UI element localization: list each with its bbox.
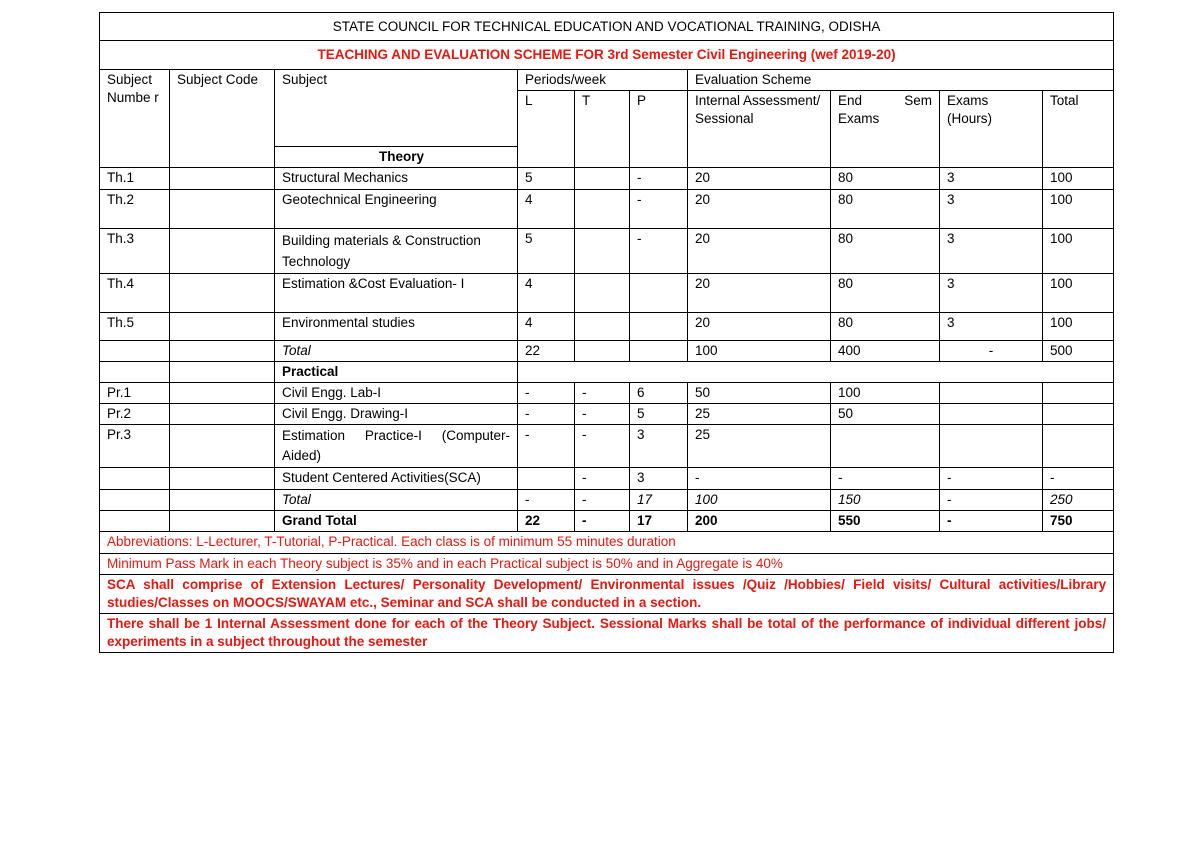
theory-total-marks: 500 xyxy=(1043,341,1114,362)
subject-code xyxy=(170,468,275,490)
subject-code xyxy=(170,425,275,468)
end-sem-exam: 80 xyxy=(831,229,940,274)
internal-assessment: 20 xyxy=(688,229,831,274)
col-l: L xyxy=(518,91,575,168)
subject-name: Estimation Practice-I (Computer-Aided) xyxy=(275,425,518,468)
internal-assessment: 25 xyxy=(688,404,831,425)
exam-hours xyxy=(940,425,1043,468)
lecture-periods: - xyxy=(518,425,575,468)
col-periods-week: Periods/week xyxy=(518,70,688,91)
internal-assessment: - xyxy=(688,468,831,490)
practical-total-marks: 250 xyxy=(1043,490,1114,511)
theory-heading: Theory xyxy=(275,147,518,168)
practical-total-l: - xyxy=(518,490,575,511)
subject-code xyxy=(170,404,275,425)
internal-assessment: 20 xyxy=(688,168,831,190)
subject-code xyxy=(170,229,275,274)
subject-name: Civil Engg. Drawing-I xyxy=(275,404,518,425)
practical-periods: - xyxy=(630,168,688,190)
scheme-title: TEACHING AND EVALUATION SCHEME FOR 3rd Semester Civil Engineering (wef 2019-20) xyxy=(100,41,1114,70)
institution-title: STATE COUNCIL FOR TECHNICAL EDUCATION AND VOCATIONAL TRAINING, ODISHA xyxy=(100,13,1114,41)
abbreviations-note: Abbreviations: L-Lecturer, T-Tutorial, P-Practical. Each class is of minimum 55 minutes duration xyxy=(100,532,1114,554)
practical-periods xyxy=(630,274,688,313)
grand-total-l: 22 xyxy=(518,511,575,532)
col-t: T xyxy=(575,91,630,168)
internal-assessment: 20 xyxy=(688,274,831,313)
practical-total-hours: - xyxy=(940,490,1043,511)
end-sem-exam: 80 xyxy=(831,313,940,341)
internal-assessment: 20 xyxy=(688,190,831,229)
internal-assessment: 50 xyxy=(688,383,831,404)
end-sem-exam: 50 xyxy=(831,404,940,425)
exam-hours: 3 xyxy=(940,313,1043,341)
col-subject-number: Subject Numbe r xyxy=(100,70,170,168)
subject-name: Geotechnical Engineering xyxy=(275,190,518,229)
table-row xyxy=(100,168,1114,190)
practical-periods: 3 xyxy=(630,425,688,468)
subject-code xyxy=(170,383,275,404)
subject-number: Th.1 xyxy=(100,168,170,190)
practical-periods: - xyxy=(630,229,688,274)
subject-number: Pr.1 xyxy=(100,383,170,404)
tutorial-periods: - xyxy=(575,425,630,468)
row-total: 100 xyxy=(1043,229,1114,274)
row-total xyxy=(1043,383,1114,404)
row-total xyxy=(1043,425,1114,468)
subject-code xyxy=(170,168,275,190)
exam-hours xyxy=(940,383,1043,404)
end-sem-exam: 100 xyxy=(831,383,940,404)
tutorial-periods xyxy=(575,190,630,229)
theory-total-label: Total xyxy=(275,341,518,362)
exam-hours: 3 xyxy=(940,190,1043,229)
grand-total-row xyxy=(100,511,1114,532)
end-sem-exam: 80 xyxy=(831,274,940,313)
col-evaluation-scheme: Evaluation Scheme xyxy=(688,70,1114,91)
end-sem-exam xyxy=(831,425,940,468)
table-row xyxy=(100,468,1114,490)
subject-name: Structural Mechanics xyxy=(275,168,518,190)
end-sem-exam: - xyxy=(831,468,940,490)
practical-heading: Practical xyxy=(275,362,518,383)
lecture-periods: 4 xyxy=(518,190,575,229)
sca-note: SCA shall comprise of Extension Lectures/ Personality Development/ Environmental issues /Quiz /Hobbies/ Field visits/ Cultural activities/Library studies/Classes on MOOCS/SWAYAM etc., Seminar and SCA shall be conducted in a section. xyxy=(100,575,1114,614)
tutorial-periods: - xyxy=(575,468,630,490)
col-subject: Subject xyxy=(275,70,518,147)
table-row xyxy=(100,404,1114,425)
tutorial-periods xyxy=(575,229,630,274)
exam-hours: 3 xyxy=(940,229,1043,274)
note-row xyxy=(100,575,1114,614)
row-total: 100 xyxy=(1043,274,1114,313)
tutorial-periods xyxy=(575,274,630,313)
scheme-title-row xyxy=(100,41,1114,70)
subject-name: Student Centered Activities(SCA) xyxy=(275,468,518,490)
exam-hours: - xyxy=(940,468,1043,490)
lecture-periods: 5 xyxy=(518,229,575,274)
grand-total-p: 17 xyxy=(630,511,688,532)
row-total xyxy=(1043,404,1114,425)
pass-mark-note: Minimum Pass Mark in each Theory subject is 35% and in each Practical subject is 50% and in Aggregate is 40% xyxy=(100,554,1114,575)
subject-number: Pr.2 xyxy=(100,404,170,425)
internal-assessment: 20 xyxy=(688,313,831,341)
tutorial-periods xyxy=(575,168,630,190)
subject-number xyxy=(100,468,170,490)
table-row xyxy=(100,425,1114,468)
tutorial-periods: - xyxy=(575,404,630,425)
lecture-periods: 5 xyxy=(518,168,575,190)
col-p: P xyxy=(630,91,688,168)
note-row xyxy=(100,532,1114,554)
col-end-sem-exams: End Sem Exams xyxy=(831,91,940,168)
grand-total-ia: 200 xyxy=(688,511,831,532)
grand-total-label: Grand Total xyxy=(275,511,518,532)
grand-total-marks: 750 xyxy=(1043,511,1114,532)
grand-total-hours: - xyxy=(940,511,1043,532)
grand-total-end: 550 xyxy=(831,511,940,532)
lecture-periods: 4 xyxy=(518,313,575,341)
theory-total-ia: 100 xyxy=(688,341,831,362)
note-row xyxy=(100,554,1114,575)
row-total: 100 xyxy=(1043,168,1114,190)
practical-periods: 6 xyxy=(630,383,688,404)
theory-total-row xyxy=(100,341,1114,362)
lecture-periods: - xyxy=(518,404,575,425)
practical-total-ia: 100 xyxy=(688,490,831,511)
lecture-periods: - xyxy=(518,383,575,404)
tutorial-periods xyxy=(575,313,630,341)
exam-hours: 3 xyxy=(940,274,1043,313)
subject-name: Civil Engg. Lab-I xyxy=(275,383,518,404)
table-row xyxy=(100,383,1114,404)
subject-code xyxy=(170,190,275,229)
practical-total-p: 17 xyxy=(630,490,688,511)
subject-number: Th.3 xyxy=(100,229,170,274)
col-subject-code: Subject Code xyxy=(170,70,275,168)
end-sem-exam: 80 xyxy=(831,190,940,229)
practical-periods: 3 xyxy=(630,468,688,490)
row-total: 100 xyxy=(1043,190,1114,229)
institution-row xyxy=(100,13,1114,41)
col-exam-hours: Exams (Hours) xyxy=(940,91,1043,168)
subject-number: Pr.3 xyxy=(100,425,170,468)
practical-periods: 5 xyxy=(630,404,688,425)
exam-hours xyxy=(940,404,1043,425)
theory-total-hours: - xyxy=(940,341,1043,362)
end-sem-exam: 80 xyxy=(831,168,940,190)
theory-total-l: 22 xyxy=(518,341,575,362)
subject-number: Th.2 xyxy=(100,190,170,229)
tutorial-periods: - xyxy=(575,383,630,404)
lecture-periods: 4 xyxy=(518,274,575,313)
table-row xyxy=(100,274,1114,313)
note-row xyxy=(100,614,1114,653)
subject-number: Th.5 xyxy=(100,313,170,341)
exam-hours: 3 xyxy=(940,168,1043,190)
practical-heading-row xyxy=(100,362,1114,383)
practical-total-end: 150 xyxy=(831,490,940,511)
lecture-periods xyxy=(518,468,575,490)
practical-total-t: - xyxy=(575,490,630,511)
internal-assessment-note: There shall be 1 Internal Assessment done for each of the Theory Subject. Sessional Marks shall be total of the performance of individual different jobs/ experiments in a subject throughout the semester xyxy=(100,614,1114,653)
table-row xyxy=(100,313,1114,341)
subject-name: Environmental studies xyxy=(275,313,518,341)
subject-code xyxy=(170,313,275,341)
row-total: 100 xyxy=(1043,313,1114,341)
col-total: Total xyxy=(1043,91,1114,168)
subject-name: Building materials & Construction Technology xyxy=(275,229,518,274)
table-row xyxy=(100,190,1114,229)
grand-total-t: - xyxy=(575,511,630,532)
subject-number: Th.4 xyxy=(100,274,170,313)
subject-code xyxy=(170,274,275,313)
col-internal-assessment: Internal Assessment/ Sessional xyxy=(688,91,831,168)
practical-total-row xyxy=(100,490,1114,511)
row-total: - xyxy=(1043,468,1114,490)
subject-name: Estimation &Cost Evaluation- I xyxy=(275,274,518,313)
practical-total-label: Total xyxy=(275,490,518,511)
column-header-row-1 xyxy=(100,70,1114,91)
practical-periods: - xyxy=(630,190,688,229)
practical-periods xyxy=(630,313,688,341)
evaluation-scheme-table xyxy=(99,12,1114,653)
table-row xyxy=(100,229,1114,274)
internal-assessment: 25 xyxy=(688,425,831,468)
theory-total-end: 400 xyxy=(831,341,940,362)
